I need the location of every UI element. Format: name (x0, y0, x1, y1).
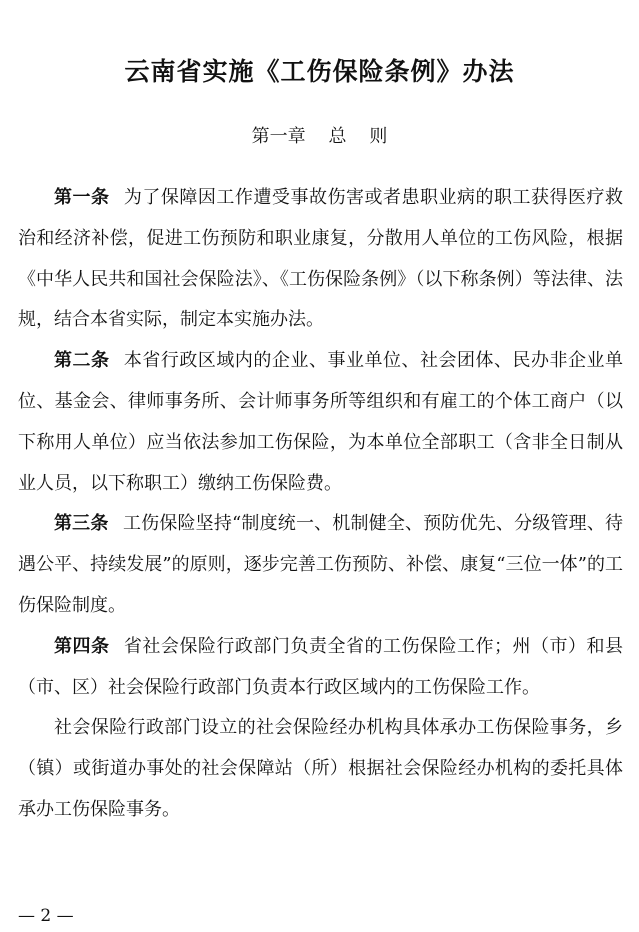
article-paragraph (18, 178, 623, 341)
article-text: 工伤保险坚持“制度统一、机制健全、预防优先、分级管理、待遇公平、持续发展”的原则，逐步完善工伤预防、补偿、康复“三位一体”的工伤保险制度。 (18, 513, 624, 616)
article-number: 第三条 (54, 513, 109, 535)
page-number: — 2 — (18, 906, 74, 926)
article-number: 第四条 (54, 635, 110, 657)
article-paragraph (18, 341, 623, 504)
article-number: 第一条 (54, 187, 110, 208)
document-title: 云南省实施《工伤保险条例》办法 (124, 57, 515, 86)
article-paragraph (18, 627, 623, 709)
article-text: 本省行政区域内的企业、事业单位、社会团体、民办非企业单位、基金会、律师事务所、会计师事务所等组织和有雇工的个体工商户（以下称用人单位）应当依法参加工伤保险，为本单位全部职工（含非全日制从业人员，以下称职工）缴纳工伤保险费。 (18, 350, 624, 494)
article-text: 为了保障因工作遭受事故伤害或者患职业病的职工获得医疗救治和经济补偿，促进工伤预防和职业康复，分散用人单位的工伤风险，根据《中华人民共和国社会保险法》、《工伤保险条例》（以下称条例）等法律、法规，结合本省实际，制定本实施办法。 (18, 187, 624, 331)
article-number: 第二条 (54, 350, 110, 372)
chapter-heading: 第一章 总 则 (251, 126, 388, 147)
document-body (18, 178, 623, 831)
body-paragraph: 社会保险行政部门设立的社会保险经办机构具体承办工伤保险事务，乡（镇）或街道办事处的社会保障站（所）根据社会保险经办机构的委托具体承办工伤保险事务。 (18, 717, 623, 820)
article-text: 省社会保险行政部门负责全省的工伤保险工作；州（市）和县（市、区）社会保险行政部门负责本行政区域内的工伤保险工作。 (18, 635, 624, 698)
article-paragraph (18, 504, 623, 626)
